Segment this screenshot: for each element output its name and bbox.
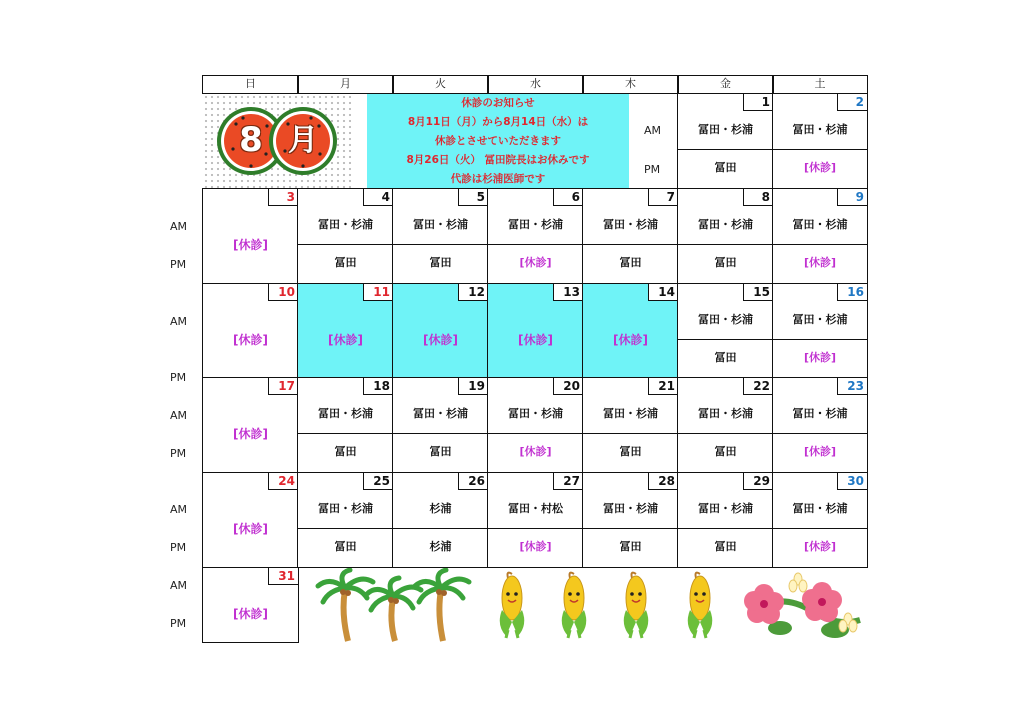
closed-label: [休診]	[613, 333, 648, 347]
day-number: 2	[837, 94, 867, 111]
day-cell	[677, 377, 774, 473]
day-cell-holiday	[297, 283, 394, 379]
pm-label: PM	[170, 541, 187, 554]
weekday-header-wed: 水	[487, 75, 584, 94]
day-cell	[487, 377, 584, 473]
am-label: AM	[170, 315, 188, 328]
palm-tree-icon	[315, 568, 475, 643]
day-cell	[487, 188, 584, 284]
closed-label: [休診]	[518, 333, 553, 347]
day-cell	[297, 472, 394, 568]
day-number: 16	[837, 284, 867, 301]
am-label: AM	[170, 220, 188, 233]
weekday-header-tue: 火	[392, 75, 489, 94]
day-cell	[677, 283, 774, 379]
day-cell	[677, 472, 774, 568]
am-doctors: 冨田・杉浦	[298, 395, 393, 434]
day-cell	[772, 283, 868, 379]
day-cell	[487, 472, 584, 568]
closed-label: [休診]	[423, 333, 458, 347]
am-doctors: 冨田・杉浦	[773, 111, 867, 150]
month-digit: 8	[239, 120, 263, 160]
pm-label: PM	[170, 371, 187, 384]
day-cell	[392, 188, 489, 284]
day-cell-holiday	[582, 283, 679, 379]
pm-doctors: 冨田	[619, 540, 642, 553]
corn-character-icon	[492, 570, 722, 640]
am-doctors: 杉浦	[393, 490, 488, 529]
day-cell	[297, 377, 394, 473]
day-number: 19	[458, 378, 488, 395]
am-doctors: 冨田・杉浦	[773, 206, 867, 245]
closed-label: [休診]	[233, 238, 268, 252]
weekday-header-fri: 金	[677, 75, 774, 94]
pm-doctors: 冨田	[714, 540, 737, 553]
pm-label: PM	[170, 258, 187, 271]
day-number: 28	[648, 473, 678, 490]
day-number: 3	[268, 189, 298, 206]
closed-label: [休診]	[233, 427, 268, 441]
day-cell	[772, 377, 868, 473]
day-cell	[582, 377, 679, 473]
am-doctors: 冨田・杉浦	[678, 490, 773, 529]
hibiscus-flower-icon	[740, 572, 865, 642]
day-number: 24	[268, 473, 298, 490]
day-cell	[582, 188, 679, 284]
weekday-header-thu: 木	[582, 75, 679, 94]
day-cell	[202, 377, 299, 473]
day-number: 17	[268, 378, 298, 395]
am-doctors: 冨田・杉浦	[393, 395, 488, 434]
day-number: 21	[648, 378, 678, 395]
day-number: 8	[743, 189, 773, 206]
day-cell	[677, 188, 774, 284]
day-cell	[582, 472, 679, 568]
am-doctors: 冨田・杉浦	[773, 395, 867, 434]
day-cell	[677, 93, 774, 189]
pm-doctors: 冨田	[714, 445, 737, 458]
am-label: AM	[170, 409, 188, 422]
pm-closed: [休診]	[519, 256, 552, 269]
day-number: 12	[458, 284, 488, 301]
day-cell	[772, 93, 868, 189]
weekday-header-sun: 日	[202, 75, 299, 94]
pm-doctors: 冨田	[619, 256, 642, 269]
am-doctors: 冨田・杉浦	[298, 206, 393, 245]
am-doctors: 冨田・杉浦	[583, 490, 678, 529]
day-cell	[772, 188, 868, 284]
day-number: 1	[743, 94, 773, 111]
day-number: 9	[837, 189, 867, 206]
pm-doctors: 杉浦	[429, 540, 452, 553]
pm-label: PM	[170, 447, 187, 460]
day-cell	[202, 283, 299, 379]
pm-label: PM	[644, 163, 661, 176]
pm-closed: [休診]	[519, 445, 552, 458]
am-doctors: 冨田・杉浦	[678, 111, 773, 150]
pm-closed: [休診]	[803, 351, 837, 364]
closed-label: [休診]	[233, 522, 268, 536]
am-doctors: 冨田・杉浦	[488, 395, 583, 434]
month-badge	[203, 94, 351, 188]
closed-label: [休診]	[233, 333, 268, 347]
weekday-header-sat: 土	[772, 75, 868, 94]
day-cell	[392, 472, 489, 568]
am-label: AM	[170, 579, 188, 592]
weekday-header-mon: 月	[297, 75, 394, 94]
am-doctors: 冨田・村松	[488, 490, 583, 529]
closure-notice	[367, 94, 629, 188]
am-label: AM	[170, 503, 188, 516]
day-cell	[297, 188, 394, 284]
pm-doctors: 冨田	[429, 256, 452, 269]
day-number: 11	[363, 284, 393, 301]
notice-line: 8月26日（火） 冨田院長はお休みです	[406, 154, 590, 166]
day-number: 27	[553, 473, 583, 490]
am-doctors: 冨田・杉浦	[583, 206, 678, 245]
notice-line: 8月11日（月）から8月14日（水）は	[407, 116, 589, 128]
pm-closed: [休診]	[803, 161, 837, 174]
am-doctors: 冨田・杉浦	[583, 395, 678, 434]
day-number: 5	[458, 189, 488, 206]
day-cell	[202, 188, 299, 284]
am-doctors: 冨田・杉浦	[298, 490, 393, 529]
am-doctors: 冨田・杉浦	[773, 490, 867, 529]
day-number: 14	[648, 284, 678, 301]
day-number: 20	[553, 378, 583, 395]
day-cell	[202, 567, 299, 643]
am-doctors: 冨田・杉浦	[678, 395, 773, 434]
notice-title: 休診のお知らせ	[461, 97, 535, 109]
am-doctors: 冨田・杉浦	[773, 301, 867, 340]
notice-line: 休診とさせていただきます	[435, 135, 561, 147]
day-number: 31	[268, 568, 298, 585]
day-number: 10	[268, 284, 298, 301]
pm-doctors: 冨田	[714, 351, 737, 364]
pm-doctors: 冨田	[714, 256, 737, 269]
pm-closed: [休診]	[803, 445, 837, 458]
day-number: 4	[363, 189, 393, 206]
pm-doctors: 冨田	[714, 161, 737, 174]
am-doctors: 冨田・杉浦	[678, 206, 773, 245]
watermelon-icon	[203, 94, 351, 188]
am-doctors: 冨田・杉浦	[678, 301, 773, 340]
pm-closed: [休診]	[803, 540, 837, 553]
day-number: 15	[743, 284, 773, 301]
day-number: 29	[743, 473, 773, 490]
pm-label: PM	[170, 617, 187, 630]
pm-doctors: 冨田	[334, 445, 357, 458]
day-cell-holiday	[392, 283, 489, 379]
am-doctors: 冨田・杉浦	[488, 206, 583, 245]
day-cell-holiday	[487, 283, 584, 379]
pm-doctors: 冨田	[334, 256, 357, 269]
day-number: 30	[837, 473, 867, 490]
day-number: 6	[553, 189, 583, 206]
day-cell	[202, 472, 299, 568]
month-kanji: 月	[288, 123, 318, 158]
closed-label: [休診]	[328, 333, 363, 347]
notice-line: 代診は杉浦医師です	[450, 173, 546, 185]
pm-closed: [休診]	[803, 256, 837, 269]
day-number: 22	[743, 378, 773, 395]
day-number: 26	[458, 473, 488, 490]
closed-label: [休診]	[233, 607, 268, 621]
pm-closed: [休診]	[519, 540, 552, 553]
pm-doctors: 冨田	[429, 445, 452, 458]
day-number: 7	[648, 189, 678, 206]
pm-doctors: 冨田	[619, 445, 642, 458]
pm-doctors: 冨田	[334, 540, 357, 553]
day-cell	[772, 472, 868, 568]
day-cell	[392, 377, 489, 473]
am-doctors: 冨田・杉浦	[393, 206, 488, 245]
day-number: 23	[837, 378, 867, 395]
am-label: AM	[644, 124, 662, 137]
day-number: 25	[363, 473, 393, 490]
day-number: 13	[553, 284, 583, 301]
day-number: 18	[363, 378, 393, 395]
